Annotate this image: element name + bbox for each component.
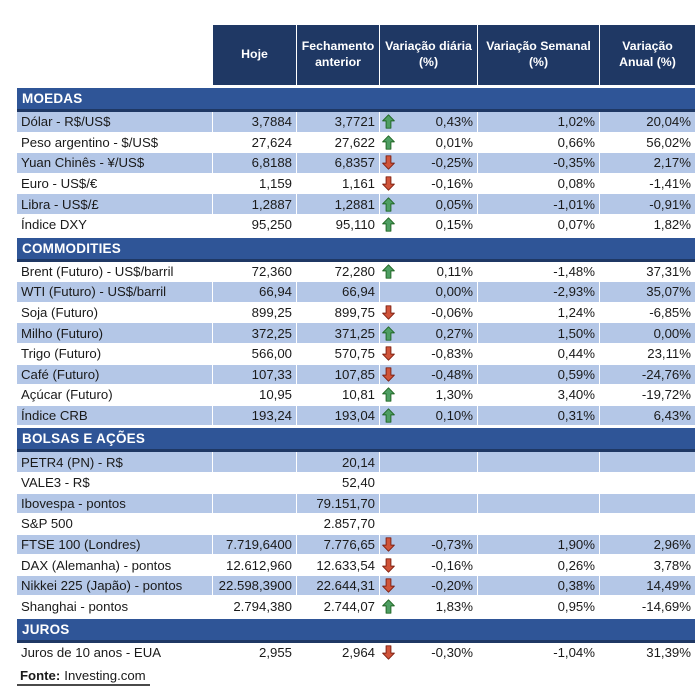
- hoje-value: 66,94: [213, 282, 297, 303]
- table-row: [17, 514, 695, 535]
- var-anual-value: [600, 494, 695, 515]
- source-label: Fonte:: [20, 667, 61, 683]
- var-diaria-cell: [380, 133, 478, 154]
- var-anual-value: -0,91%: [600, 194, 695, 215]
- var-anual-value: -6,85%: [600, 303, 695, 324]
- hoje-value: [213, 473, 297, 494]
- down-arrow-icon: [382, 578, 396, 594]
- fechamento-value: 2.744,07: [297, 596, 380, 617]
- var-semanal-value: [478, 452, 600, 473]
- row-label: WTI (Futuro) - US$/barril: [17, 282, 213, 303]
- section-title: JUROS: [22, 622, 70, 638]
- var-anual-value: -1,41%: [600, 174, 695, 195]
- up-arrow-icon: [382, 408, 396, 424]
- fechamento-value: 107,85: [297, 365, 380, 386]
- section-title: MOEDAS: [22, 91, 83, 106]
- fechamento-value: 1,161: [297, 174, 380, 195]
- hoje-value: 27,624: [213, 133, 297, 154]
- var-diaria-cell: [380, 344, 478, 365]
- var-diaria-cell: [380, 494, 478, 515]
- table-row: [17, 282, 695, 303]
- market-table: [17, 25, 695, 686]
- up-arrow-icon: [382, 387, 396, 403]
- hoje-value: 7.719,6400: [213, 535, 297, 556]
- row-label: Nikkei 225 (Japão) - pontos: [17, 576, 213, 597]
- var-diaria-value: -0,06%: [431, 305, 473, 321]
- arrow-placeholder: [382, 516, 396, 532]
- var-anual-value: 2,96%: [600, 535, 695, 556]
- var-semanal-value: -0,35%: [478, 153, 600, 174]
- var-diaria-value: -0,30%: [431, 645, 473, 661]
- var-semanal-value: 1,24%: [478, 303, 600, 324]
- row-label: Dólar - R$/US$: [17, 112, 213, 133]
- row-label: Trigo (Futuro): [17, 344, 213, 365]
- table-row: [17, 112, 695, 133]
- row-label: Euro - US$/€: [17, 174, 213, 195]
- down-arrow-icon: [382, 536, 396, 552]
- arrow-placeholder: [382, 284, 396, 300]
- down-arrow-icon: [382, 346, 396, 362]
- var-diaria-cell: [380, 365, 478, 386]
- var-diaria-value: 0,27%: [435, 325, 473, 341]
- var-anual-value: [600, 452, 695, 473]
- var-diaria-value: 0,15%: [435, 217, 473, 233]
- fechamento-value: 193,04: [297, 406, 380, 427]
- table-row: [17, 133, 695, 154]
- table-row: [17, 153, 695, 174]
- fechamento-value: 20,14: [297, 452, 380, 473]
- var-diaria-value: -0,25%: [431, 155, 473, 171]
- var-diaria-cell: [380, 112, 478, 133]
- var-semanal-value: 1,50%: [478, 323, 600, 344]
- var-semanal-value: 0,59%: [478, 365, 600, 386]
- var-anual-value: 35,07%: [600, 282, 695, 303]
- row-label: DAX (Alemanha) - pontos: [17, 555, 213, 576]
- row-label: S&P 500: [17, 514, 213, 535]
- var-diaria-cell: [380, 406, 478, 427]
- fechamento-value: 27,622: [297, 133, 380, 154]
- var-anual-value: 37,31%: [600, 262, 695, 283]
- hoje-value: 22.598,3900: [213, 576, 297, 597]
- header-spacer: [17, 25, 213, 85]
- up-arrow-icon: [382, 325, 396, 341]
- fechamento-value: 2.857,70: [297, 514, 380, 535]
- var-anual-value: 56,02%: [600, 133, 695, 154]
- fechamento-value: 22.644,31: [297, 576, 380, 597]
- var-diaria-cell: [380, 153, 478, 174]
- section-title: COMMODITIES: [22, 240, 121, 256]
- var-diaria-cell: [380, 514, 478, 535]
- hoje-value: 6,8188: [213, 153, 297, 174]
- var-anual-value: 3,78%: [600, 555, 695, 576]
- var-diaria-cell: [380, 323, 478, 344]
- table-row: [17, 643, 695, 664]
- fechamento-value: 79.151,70: [297, 494, 380, 515]
- var-diaria-cell: [380, 194, 478, 215]
- var-anual-value: 6,43%: [600, 406, 695, 427]
- var-semanal-value: 0,08%: [478, 174, 600, 195]
- var-diaria-value: 0,10%: [435, 408, 473, 424]
- source-note: [17, 667, 150, 686]
- row-label: Açúcar (Futuro): [17, 385, 213, 406]
- table-row: [17, 365, 695, 386]
- var-diaria-cell: [380, 174, 478, 195]
- row-label: Juros de 10 anos - EUA: [17, 643, 213, 664]
- var-semanal-value: -1,01%: [478, 194, 600, 215]
- var-diaria-value: 1,30%: [435, 387, 473, 403]
- up-arrow-icon: [382, 263, 396, 279]
- fechamento-value: 1,2881: [297, 194, 380, 215]
- var-diaria-value: -0,48%: [431, 366, 473, 382]
- var-diaria-value: -0,83%: [431, 346, 473, 362]
- up-arrow-icon: [382, 598, 396, 614]
- up-arrow-icon: [382, 134, 396, 150]
- var-diaria-cell: [380, 535, 478, 556]
- var-diaria-value: 0,00%: [435, 284, 473, 300]
- hoje-value: [213, 494, 297, 515]
- fechamento-value: 66,94: [297, 282, 380, 303]
- var-diaria-cell: [380, 385, 478, 406]
- var-semanal-value: 1,02%: [478, 112, 600, 133]
- section-header-juros: [17, 619, 695, 643]
- var-semanal-value: -1,48%: [478, 262, 600, 283]
- var-anual-value: 14,49%: [600, 576, 695, 597]
- table-row: [17, 303, 695, 324]
- row-label: Brent (Futuro) - US$/barril: [17, 262, 213, 283]
- fechamento-value: 12.633,54: [297, 555, 380, 576]
- var-semanal-value: 0,26%: [478, 555, 600, 576]
- table-row: [17, 494, 695, 515]
- fechamento-value: 371,25: [297, 323, 380, 344]
- table-row: [17, 262, 695, 283]
- var-diaria-value: 0,05%: [435, 196, 473, 212]
- column-header-variacao-diaria: Variação diária (%): [380, 25, 478, 85]
- var-semanal-value: [478, 514, 600, 535]
- table-row: [17, 406, 695, 427]
- table-row: [17, 344, 695, 365]
- var-diaria-value: 0,11%: [436, 263, 473, 279]
- arrow-placeholder: [382, 495, 396, 511]
- var-semanal-value: -1,04%: [478, 643, 600, 664]
- table-row: [17, 535, 695, 556]
- arrow-placeholder: [382, 475, 396, 491]
- var-anual-value: 20,04%: [600, 112, 695, 133]
- row-label: FTSE 100 (Londres): [17, 535, 213, 556]
- hoje-value: 107,33: [213, 365, 297, 386]
- fechamento-value: 3,7721: [297, 112, 380, 133]
- fechamento-value: 570,75: [297, 344, 380, 365]
- fechamento-value: 52,40: [297, 473, 380, 494]
- down-arrow-icon: [382, 645, 396, 661]
- up-arrow-icon: [382, 196, 396, 212]
- var-anual-value: 0,00%: [600, 323, 695, 344]
- table-body: [17, 88, 695, 664]
- hoje-value: 566,00: [213, 344, 297, 365]
- row-label: Índice DXY: [17, 215, 213, 236]
- row-label: Libra - US$/£: [17, 194, 213, 215]
- fechamento-value: 899,75: [297, 303, 380, 324]
- var-anual-value: -24,76%: [600, 365, 695, 386]
- fechamento-value: 2,964: [297, 643, 380, 664]
- var-anual-value: [600, 514, 695, 535]
- var-diaria-cell: [380, 303, 478, 324]
- row-label: Soja (Futuro): [17, 303, 213, 324]
- var-semanal-value: 0,44%: [478, 344, 600, 365]
- section-header-moedas: [17, 88, 695, 112]
- table-row: [17, 215, 695, 236]
- hoje-value: 899,25: [213, 303, 297, 324]
- table-row: [17, 596, 695, 617]
- column-header-variacao-anual: Variação Anual (%): [600, 25, 695, 85]
- var-diaria-cell: [380, 282, 478, 303]
- row-label: Shanghai - pontos: [17, 596, 213, 617]
- section-title: BOLSAS E AÇÕES: [22, 431, 146, 447]
- row-label: Peso argentino - $/US$: [17, 133, 213, 154]
- var-semanal-value: 0,31%: [478, 406, 600, 427]
- var-anual-value: -14,69%: [600, 596, 695, 617]
- table-row: [17, 385, 695, 406]
- column-header-hoje: Hoje: [213, 25, 297, 85]
- arrow-placeholder: [382, 454, 396, 470]
- var-semanal-value: 0,07%: [478, 215, 600, 236]
- fechamento-value: 7.776,65: [297, 535, 380, 556]
- table-row: [17, 323, 695, 344]
- hoje-value: 95,250: [213, 215, 297, 236]
- var-anual-value: [600, 473, 695, 494]
- row-label: PETR4 (PN) - R$: [17, 452, 213, 473]
- fechamento-value: 72,280: [297, 262, 380, 283]
- down-arrow-icon: [382, 305, 396, 321]
- down-arrow-icon: [382, 366, 396, 382]
- hoje-value: 2.794,380: [213, 596, 297, 617]
- down-arrow-icon: [382, 557, 396, 573]
- var-diaria-cell: [380, 262, 478, 283]
- hoje-value: 2,955: [213, 643, 297, 664]
- up-arrow-icon: [382, 217, 396, 233]
- hoje-value: 10,95: [213, 385, 297, 406]
- var-semanal-value: [478, 494, 600, 515]
- var-semanal-value: 0,38%: [478, 576, 600, 597]
- var-diaria-value: -0,20%: [431, 578, 473, 594]
- row-label: Yuan Chinês - ¥/US$: [17, 153, 213, 174]
- row-label: Milho (Futuro): [17, 323, 213, 344]
- var-anual-value: 23,11%: [600, 344, 695, 365]
- var-diaria-value: 0,01%: [435, 134, 473, 150]
- hoje-value: [213, 514, 297, 535]
- var-diaria-cell: [380, 452, 478, 473]
- hoje-value: 3,7884: [213, 112, 297, 133]
- table-row: [17, 576, 695, 597]
- hoje-value: 193,24: [213, 406, 297, 427]
- var-diaria-cell: [380, 473, 478, 494]
- row-label: Ibovespa - pontos: [17, 494, 213, 515]
- var-diaria-value: -0,16%: [431, 176, 473, 192]
- fechamento-value: 10,81: [297, 385, 380, 406]
- column-header-fechamento: Fechamento anterior: [297, 25, 380, 85]
- row-label: Índice CRB: [17, 406, 213, 427]
- hoje-value: 1,2887: [213, 194, 297, 215]
- down-arrow-icon: [382, 176, 396, 192]
- column-header-variacao-semanal: Variação Semanal (%): [478, 25, 600, 85]
- table-row: [17, 174, 695, 195]
- hoje-value: 12.612,960: [213, 555, 297, 576]
- row-label: VALE3 - R$: [17, 473, 213, 494]
- var-diaria-value: -0,73%: [431, 536, 473, 552]
- var-diaria-cell: [380, 215, 478, 236]
- hoje-value: 372,25: [213, 323, 297, 344]
- source-value: Investing.com: [64, 667, 146, 683]
- section-header-bolsas-e-acoes: [17, 428, 695, 452]
- var-semanal-value: 1,90%: [478, 535, 600, 556]
- var-diaria-value: 0,43%: [435, 114, 473, 130]
- var-anual-value: 1,82%: [600, 215, 695, 236]
- down-arrow-icon: [382, 155, 396, 171]
- var-anual-value: 31,39%: [600, 643, 695, 664]
- table-row: [17, 473, 695, 494]
- table-row: [17, 194, 695, 215]
- var-diaria-cell: [380, 643, 478, 664]
- table-row: [17, 555, 695, 576]
- var-semanal-value: -2,93%: [478, 282, 600, 303]
- hoje-value: [213, 452, 297, 473]
- hoje-value: 1,159: [213, 174, 297, 195]
- var-diaria-value: -0,16%: [431, 557, 473, 573]
- fechamento-value: 95,110: [297, 215, 380, 236]
- row-label: Café (Futuro): [17, 365, 213, 386]
- fechamento-value: 6,8357: [297, 153, 380, 174]
- var-diaria-cell: [380, 555, 478, 576]
- var-semanal-value: 0,66%: [478, 133, 600, 154]
- var-semanal-value: [478, 473, 600, 494]
- var-semanal-value: 0,95%: [478, 596, 600, 617]
- var-diaria-cell: [380, 596, 478, 617]
- table-header: [17, 25, 695, 85]
- var-diaria-cell: [380, 576, 478, 597]
- var-diaria-value: 1,83%: [435, 598, 473, 614]
- section-header-commodities: [17, 238, 695, 262]
- up-arrow-icon: [382, 114, 396, 130]
- var-semanal-value: 3,40%: [478, 385, 600, 406]
- hoje-value: 72,360: [213, 262, 297, 283]
- var-anual-value: 2,17%: [600, 153, 695, 174]
- table-row: [17, 452, 695, 473]
- var-anual-value: -19,72%: [600, 385, 695, 406]
